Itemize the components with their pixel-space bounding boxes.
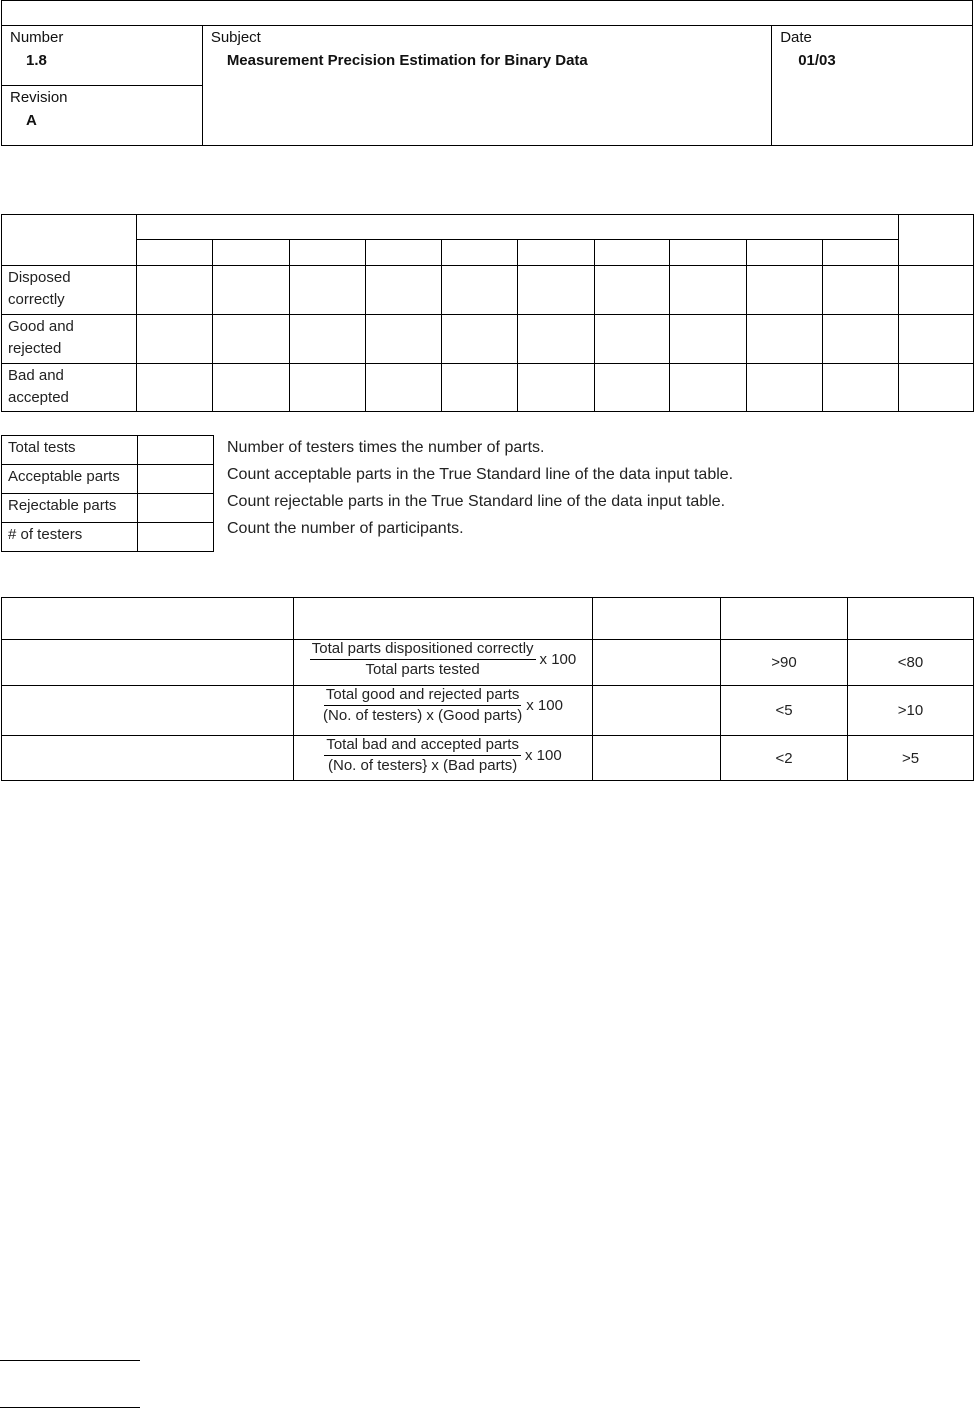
- data-cell[interactable]: [366, 266, 442, 315]
- column-header-cell: [442, 240, 518, 266]
- column-header-cell: [670, 240, 747, 266]
- number-value: 1.8: [26, 52, 47, 69]
- number-cell: [2, 26, 203, 86]
- data-cell[interactable]: [366, 315, 442, 364]
- signature-line: [0, 1407, 140, 1408]
- subject-cell: [202, 26, 771, 146]
- formula-denominator: Total parts tested: [365, 661, 480, 678]
- header-cell: [593, 598, 721, 640]
- measure-name-cell: [2, 686, 294, 736]
- results-row: [2, 640, 974, 686]
- unacceptable-criteria: >5: [848, 736, 974, 781]
- fraction: [323, 686, 522, 725]
- data-cell[interactable]: [518, 364, 595, 412]
- formula-denominator: (No. of testers} x (Bad parts): [328, 757, 518, 774]
- data-cell[interactable]: [213, 315, 290, 364]
- data-cell[interactable]: [137, 315, 213, 364]
- header-top-bar: [2, 1, 973, 26]
- data-cell[interactable]: [823, 266, 899, 315]
- acceptable-criteria: >90: [721, 640, 848, 686]
- data-cell[interactable]: [595, 315, 670, 364]
- data-cell[interactable]: [518, 315, 595, 364]
- date-cell: [772, 26, 973, 146]
- result-value-cell[interactable]: [593, 686, 721, 736]
- totals-row: [2, 465, 214, 494]
- rejectable-parts-label: Rejectable parts: [2, 494, 138, 523]
- formula-cell: [294, 736, 593, 781]
- column-header-cell: [747, 240, 823, 266]
- data-cell[interactable]: [213, 364, 290, 412]
- formula-multiplier: x 100: [524, 747, 562, 764]
- total-tests-value[interactable]: [138, 436, 214, 465]
- signature-line: [0, 1360, 140, 1361]
- result-value-cell[interactable]: [593, 640, 721, 686]
- acceptable-parts-label: Acceptable parts: [2, 465, 138, 494]
- fraction: [310, 640, 536, 679]
- header-cell: [2, 598, 294, 640]
- data-cell[interactable]: [442, 364, 518, 412]
- total-header-cell: [899, 215, 974, 266]
- formula-numerator: Total parts dispositioned correctly: [310, 640, 536, 660]
- data-cell[interactable]: [442, 315, 518, 364]
- data-cell[interactable]: [137, 364, 213, 412]
- data-cell[interactable]: [366, 364, 442, 412]
- totals-table: [1, 435, 214, 552]
- rejectable-parts-description: Count rejectable parts in the True Standard line of the data input table.: [227, 493, 726, 510]
- unacceptable-criteria: <80: [848, 640, 974, 686]
- data-cell[interactable]: [823, 315, 899, 364]
- document-header: [1, 0, 973, 146]
- formula-multiplier: x 100: [539, 651, 577, 668]
- data-cell[interactable]: [747, 364, 823, 412]
- measure-name-cell: [2, 640, 294, 686]
- data-cell[interactable]: [670, 315, 747, 364]
- formula-numerator: Total bad and accepted parts: [324, 736, 521, 756]
- testers-count-label: # of testers: [2, 523, 138, 552]
- data-cell[interactable]: [595, 364, 670, 412]
- data-cell[interactable]: [290, 364, 366, 412]
- row-label-bad-and-accepted: Bad and accepted: [2, 364, 137, 412]
- formula-cell: [294, 686, 593, 736]
- acceptable-parts-value[interactable]: [138, 465, 214, 494]
- corner-cell: [2, 215, 137, 266]
- totals-row: [2, 523, 214, 552]
- table-row: [2, 315, 974, 364]
- data-cell[interactable]: [747, 266, 823, 315]
- total-tests-label: Total tests: [2, 436, 138, 465]
- results-table: [1, 597, 974, 781]
- data-cell[interactable]: [823, 364, 899, 412]
- table-row: [2, 266, 974, 315]
- number-label: Number: [10, 29, 64, 46]
- data-cell[interactable]: [290, 315, 366, 364]
- fraction: [324, 736, 521, 775]
- data-input-table: [1, 214, 974, 412]
- formula-multiplier: x 100: [526, 697, 563, 714]
- formula-cell: [294, 640, 593, 686]
- column-header-cell: [366, 240, 442, 266]
- revision-label: Revision: [10, 89, 68, 106]
- row-label-good-and-rejected: Good and rejected: [2, 315, 137, 364]
- column-header-cell: [595, 240, 670, 266]
- column-header-cell: [137, 240, 213, 266]
- total-tests-description: Number of testers times the number of parts.: [227, 439, 545, 456]
- header-cell: [721, 598, 848, 640]
- row-total-cell[interactable]: [899, 315, 974, 364]
- data-cell[interactable]: [595, 266, 670, 315]
- acceptable-parts-description: Count acceptable parts in the True Standard line of the data input table.: [227, 466, 734, 483]
- group-header-cell: [137, 215, 899, 240]
- totals-row: [2, 494, 214, 523]
- data-cell[interactable]: [213, 266, 290, 315]
- subject-value: Measurement Precision Estimation for Binary Data: [226, 52, 588, 69]
- column-header-cell: [823, 240, 899, 266]
- revision-value: A: [26, 112, 37, 129]
- subject-label: Subject: [210, 29, 261, 46]
- testers-count-description: Count the number of participants.: [227, 520, 464, 537]
- formula-denominator: (No. of testers) x (Good parts): [323, 707, 523, 724]
- header-cell: [848, 598, 974, 640]
- measure-name-cell: [2, 736, 294, 781]
- totals-row: [2, 436, 214, 465]
- header-cell: [294, 598, 593, 640]
- data-cell[interactable]: [670, 266, 747, 315]
- unacceptable-criteria: >10: [848, 686, 974, 736]
- results-row: [2, 736, 974, 781]
- column-header-cell: [518, 240, 595, 266]
- row-total-cell[interactable]: [899, 364, 974, 412]
- row-label-disposed-correctly: Disposed correctly: [2, 266, 137, 315]
- revision-cell: [2, 86, 203, 146]
- data-cell[interactable]: [518, 266, 595, 315]
- results-row: [2, 686, 974, 736]
- data-cell[interactable]: [747, 315, 823, 364]
- acceptable-criteria: <2: [721, 736, 848, 781]
- column-header-cell: [213, 240, 290, 266]
- row-total-cell[interactable]: [899, 266, 974, 315]
- data-cell[interactable]: [670, 364, 747, 412]
- data-cell[interactable]: [442, 266, 518, 315]
- table-row: [2, 364, 974, 412]
- date-label: Date: [780, 29, 812, 46]
- column-header-cell: [290, 240, 366, 266]
- rejectable-parts-value[interactable]: [138, 494, 214, 523]
- date-value: 01/03: [798, 52, 836, 69]
- testers-count-value[interactable]: [138, 523, 214, 552]
- results-header-row: [2, 598, 974, 640]
- acceptable-criteria: <5: [721, 686, 848, 736]
- data-cell[interactable]: [137, 266, 213, 315]
- result-value-cell[interactable]: [593, 736, 721, 781]
- formula-numerator: Total good and rejected parts: [324, 686, 521, 706]
- data-cell[interactable]: [290, 266, 366, 315]
